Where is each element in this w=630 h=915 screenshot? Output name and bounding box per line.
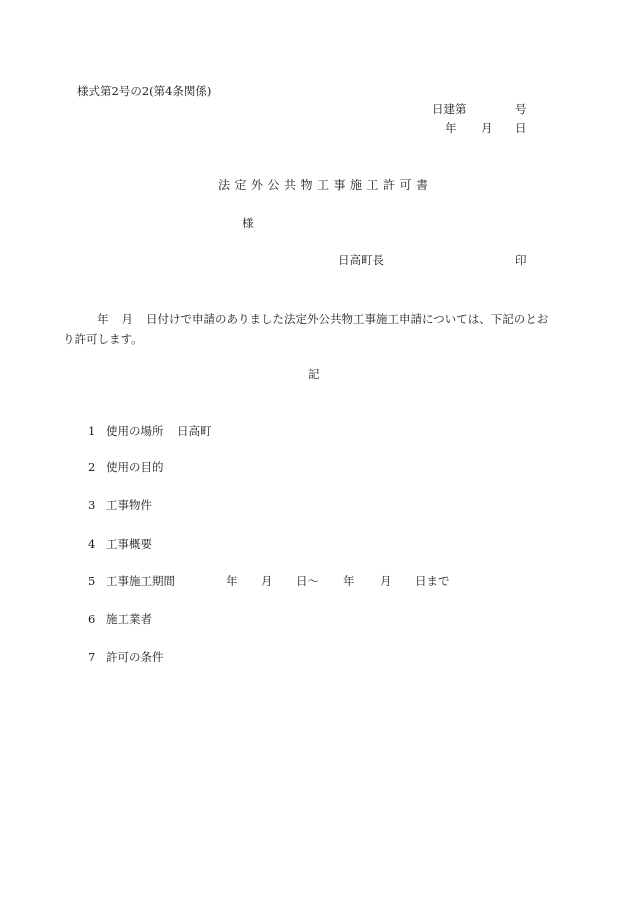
- item-label: 使用の場所: [106, 424, 164, 438]
- item-number: 5: [88, 574, 96, 588]
- document-number-suffix: 号: [515, 102, 527, 116]
- item-label: 使用の目的: [106, 460, 164, 474]
- addressee-suffix: 様: [242, 216, 254, 230]
- body-text: 日付けで申請のありました法定外公共物工事施工申請については、下記のとおり許可します。: [63, 312, 549, 346]
- issue-date-month: 月: [481, 121, 493, 135]
- body-year: 年: [97, 312, 109, 326]
- document-title: 法定外公共物工事施工許可書: [218, 178, 433, 192]
- document-number-prefix: 日建第: [432, 102, 467, 116]
- period-start-month: 月: [261, 574, 273, 588]
- issue-date-year: 年: [445, 121, 457, 135]
- period-start-day: 日～: [296, 574, 319, 588]
- item-label: 許可の条件: [106, 650, 164, 664]
- item-number: 4: [88, 537, 96, 551]
- item-number: 7: [88, 650, 96, 664]
- ki-heading: 記: [308, 367, 320, 381]
- item-number: 3: [88, 498, 96, 512]
- item-label: 工事物件: [106, 498, 152, 512]
- issue-date-day: 日: [515, 121, 527, 135]
- item-label: 工事概要: [106, 537, 152, 551]
- item-label: 工事施工期間: [106, 574, 175, 588]
- item-number: 2: [88, 460, 96, 474]
- form-number-label: 様式第2号の2(第4条関係): [77, 84, 212, 98]
- item-number: 1: [88, 424, 96, 438]
- item-value: 日高町: [177, 424, 212, 438]
- body-paragraph: [63, 309, 551, 349]
- item-number: 6: [88, 612, 96, 626]
- seal-mark: 印: [515, 253, 527, 267]
- period-end-day: 日まで: [415, 574, 450, 588]
- item-label: 施工業者: [106, 612, 152, 626]
- period-start-year: 年: [226, 574, 238, 588]
- body-month: 月: [121, 312, 133, 326]
- period-end-year: 年: [343, 574, 355, 588]
- period-end-month: 月: [380, 574, 392, 588]
- issuer-name: 日高町長: [338, 253, 384, 267]
